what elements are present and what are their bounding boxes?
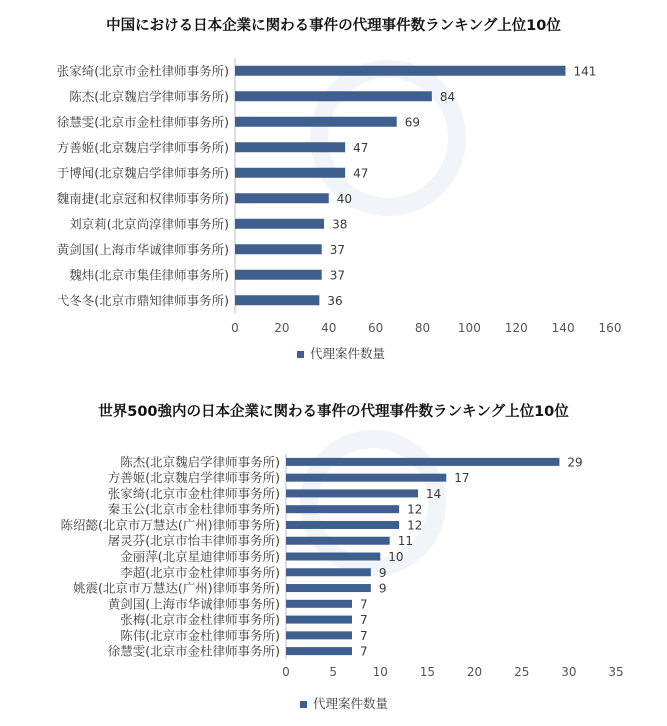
chart-1-legend [297,344,385,362]
category-label: 张家绮(北京市金杜律师事务所) [107,485,280,501]
data-label: 37 [329,268,345,283]
category-label: 张梅(北京市金杜律师事务所) [120,612,280,628]
chart-2-legend [300,694,388,712]
bar [286,505,399,513]
x-tick-label: 20 [274,321,290,335]
category-label: 姚震(北京市万慧达(广州)律师事务所) [72,580,280,596]
bar [286,489,418,497]
data-label: 12 [407,518,423,533]
bar [286,458,559,466]
x-tick-label: 35 [608,665,624,679]
bar [235,295,319,305]
x-tick-label: 20 [466,665,483,679]
bar [286,474,446,482]
data-label: 17 [454,471,470,486]
data-label: 7 [360,644,368,659]
category-label: 陈杰(北京魏启学律师事务所) [69,88,229,104]
bar [235,117,397,127]
category-label: 于博闻(北京魏启学律师事务所) [56,165,229,181]
bar [235,91,432,101]
category-label: 魏炜(北京市集佳律师事务所) [69,267,229,283]
data-label: 11 [397,534,413,549]
x-tick-label: 25 [514,665,530,679]
data-label: 47 [353,140,369,155]
category-label: 刘京莉(北京尚淳律师事务所) [69,216,229,232]
data-label: 84 [439,89,456,104]
category-label: 秦玉公(北京市金杜律师事务所) [107,501,280,517]
bar [286,537,390,545]
x-tick-label: 40 [321,321,337,335]
data-label: 7 [360,628,368,643]
data-label: 9 [378,581,387,596]
data-label: 7 [360,597,368,612]
bar [286,600,352,608]
x-tick-label: 5 [329,665,337,679]
data-label: 141 [573,64,597,79]
data-label: 69 [404,115,420,130]
x-tick-label: 140 [551,321,575,335]
data-label: 37 [329,242,345,257]
category-label: 陈伟(北京市金杜律师事务所) [120,627,280,643]
category-label: 李超(北京市金杜律师事务所) [120,564,280,580]
category-label: 陈绍懿(北京市万慧达(广州)律师事务所) [60,517,280,533]
bar [286,584,371,592]
bar [235,270,322,280]
data-label: 29 [567,455,583,470]
bar [235,66,565,76]
x-tick-label: 160 [598,321,622,335]
bar [286,521,399,529]
data-label: 47 [353,166,369,181]
data-label: 14 [426,486,442,501]
legend-swatch [300,701,307,708]
chart-2-title: 世界500強内の日本企業に関わる事件の代理事件数ランキング上位10位 [98,404,569,420]
x-tick-label: 0 [231,321,239,335]
x-tick-label: 60 [367,321,384,335]
legend-swatch [297,351,304,358]
data-label: 36 [327,293,343,308]
data-label: 12 [407,502,423,517]
x-tick-label: 30 [561,665,577,679]
x-tick-label: 0 [282,665,290,679]
category-label: 黄剑国(上海市华诚律师事务所) [107,596,280,612]
chart-1-title: 中国における日本企業に関わる事件の代理事件数ランキング上位10位 [106,18,561,34]
category-label: 徐慧雯(北京市金杜律师事务所) [56,114,229,130]
category-label: 弋冬冬(北京市鼎知律师事务所) [56,292,229,308]
category-label: 魏南捷(北京冠和权律师事务所) [56,190,229,206]
bar [235,142,345,152]
category-label: 张家绮(北京市金杜律师事务所) [56,63,229,79]
chart-2 [0,390,667,726]
category-label: 黄剑国(上海市华诚律师事务所) [56,241,229,257]
bar [286,616,352,624]
bar [286,647,352,655]
category-label: 金丽萍(北京星迪律师事务所) [120,549,280,564]
bar [286,631,352,639]
category-label: 徐慧雯(北京市金杜律师事务所) [107,643,280,659]
bar [235,244,322,254]
data-label: 40 [336,191,353,206]
x-tick-label: 100 [457,321,481,335]
data-label: 10 [388,550,404,564]
bar [235,168,345,178]
data-label: 38 [332,217,348,232]
legend-label: 代理案件数量 [313,696,389,711]
bar [235,219,324,229]
category-label: 方善姬(北京魏启学律师事务所) [56,139,229,155]
bar [286,553,380,561]
category-label: 陈杰(北京魏启学律师事务所) [120,454,280,470]
bar [235,193,329,203]
bar [286,568,371,576]
x-tick-label: 15 [419,665,436,679]
x-tick-label: 10 [372,665,388,679]
chart-2-plot [0,390,667,726]
legend-label: 代理案件数量 [310,346,386,361]
category-label: 方善姬(北京魏启学律师事务所) [107,470,280,486]
x-tick-label: 80 [414,321,431,335]
data-label: 7 [360,613,368,628]
category-label: 屠灵芬(北京市怡丰律师事务所) [107,533,280,549]
x-tick-label: 120 [504,321,528,335]
data-label: 9 [378,565,387,580]
